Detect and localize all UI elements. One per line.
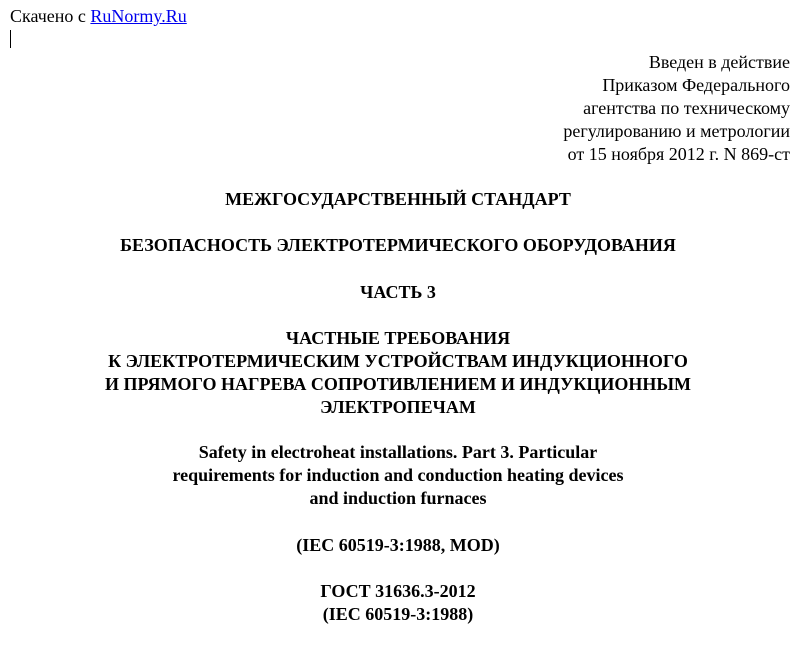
- english-title-line: requirements for induction and conduction heating devices: [172, 465, 624, 485]
- standard-type: МЕЖГОСУДАРСТВЕННЫЙ СТАНДАРТ: [225, 189, 571, 209]
- subtitle-line: К ЭЛЕКТРОТЕРМИЧЕСКИМ УСТРОЙСТВАМ ИНДУКЦИОННОГО: [108, 351, 688, 371]
- approval-line: агентства по техническому: [583, 98, 790, 118]
- subtitle-line: ЧАСТНЫЕ ТРЕБОВАНИЯ: [285, 328, 511, 348]
- part-number: ЧАСТЬ 3: [360, 282, 436, 302]
- subtitle-line: И ПРЯМОГО НАГРЕВА СОПРОТИВЛЕНИЕМ И ИНДУКЦИОННЫМ: [104, 374, 692, 394]
- approval-line: регулированию и метрологии: [563, 121, 790, 141]
- document-title: БЕЗОПАСНОСТЬ ЭЛЕКТРОТЕРМИЧЕСКОГО ОБОРУДОВАНИЯ: [120, 235, 676, 255]
- source-link[interactable]: RuNormy.Ru: [90, 6, 187, 26]
- source-line: [10, 5, 187, 27]
- text-cursor: [10, 30, 11, 48]
- english-title-line: Safety in electroheat installations. Part 3. Particular: [198, 442, 598, 462]
- approval-line: от 15 ноября 2012 г. N 869-ст: [567, 144, 790, 164]
- subtitle-line: ЭЛЕКТРОПЕЧАМ: [320, 397, 476, 417]
- approval-block: [430, 51, 790, 166]
- source-prefix: Скачено с: [10, 6, 91, 26]
- gost-code: ГОСТ 31636.3-2012: [320, 581, 476, 601]
- gost-iec-reference: (IEC 60519-3:1988): [322, 604, 474, 624]
- iec-reference: (IEC 60519-3:1988, MOD): [296, 535, 500, 555]
- english-title-block: [0, 441, 796, 510]
- english-title-line: and induction furnaces: [309, 488, 487, 508]
- approval-line: Приказом Федерального: [602, 75, 790, 95]
- subtitle-block: [0, 327, 796, 419]
- gost-designation: [0, 580, 796, 626]
- approval-line: Введен в действие: [648, 52, 790, 72]
